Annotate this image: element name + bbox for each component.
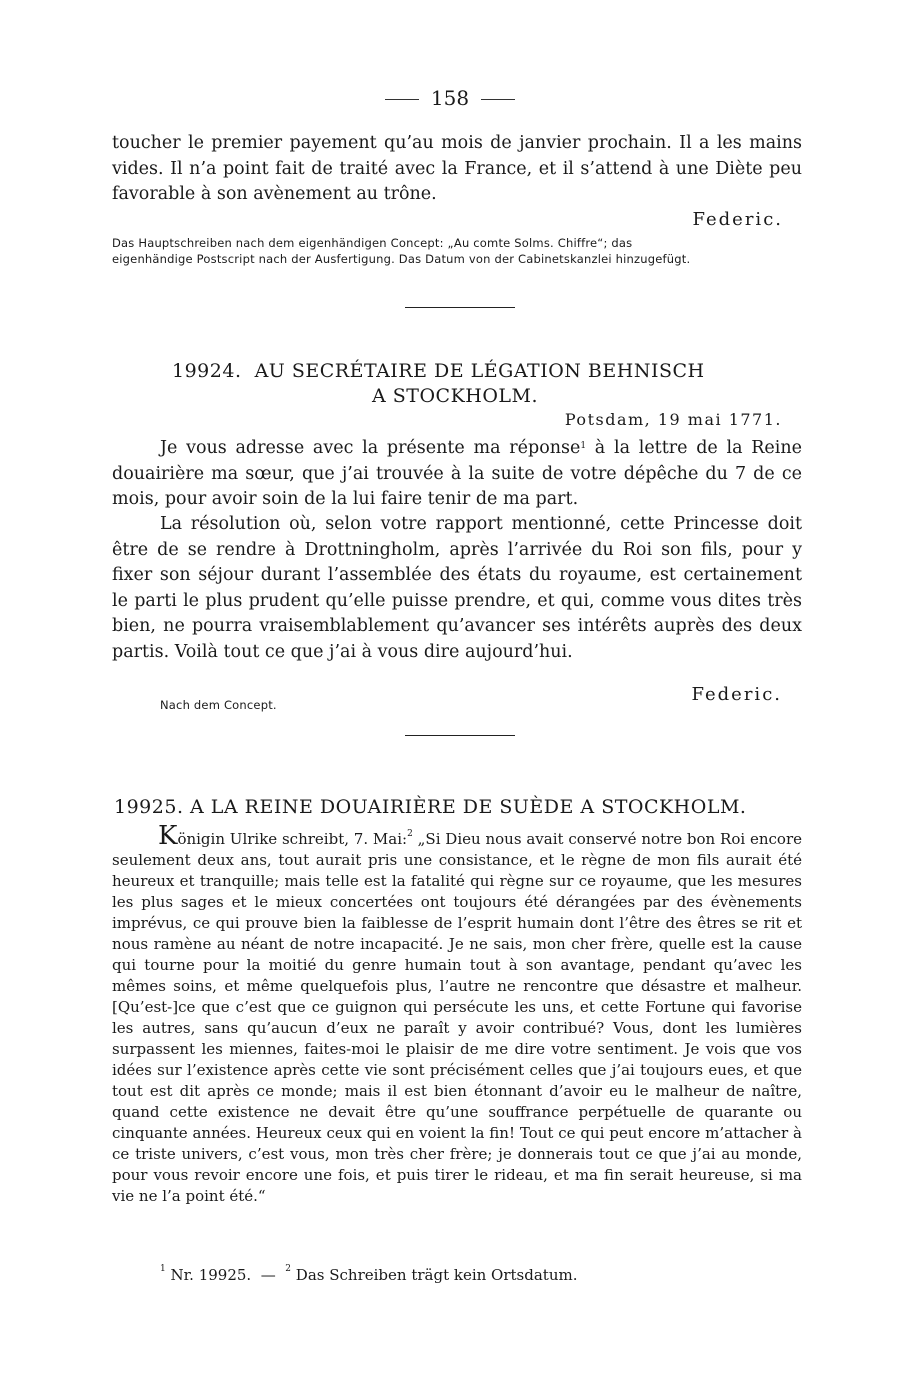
signature-federic-1: Federic. [692, 209, 783, 230]
quoted-letter-body [112, 821, 802, 1207]
letter-number: 19925. [114, 796, 184, 818]
section-divider-1 [405, 307, 515, 308]
letter-heading-19925 [114, 794, 746, 820]
source-note-concept: Nach dem Concept. [160, 698, 277, 712]
source-note-line-2: eigenhändige Postscript nach der Ausfertigung. Das Datum von der Cabinetskanzlei hinzugefügt. [112, 252, 691, 266]
letter-paragraph-1 [112, 436, 802, 513]
letter-number: 19924. [172, 360, 242, 382]
footnote-separator: — [260, 1266, 276, 1284]
letter-paragraph-2: La résolution où, selon votre rapport mentionné, cette Princesse doit être de se rendre à Drottningholm, après l’arrivée du Roi son fils, pour y fixer son séjour durant l’assemblée des états du royaume, est certainement le parti le plus prudent qu’elle puisse prendre, et qui, comme vous dites très bien, ne pourra vraisemblablement qu’avancer ses intérêts auprès des deux partis. Voilà tout ce que j’ai à vous dire aujourd’hui. [112, 514, 802, 662]
footnote-1-text: Nr. 19925. [170, 1266, 252, 1284]
drop-initial: K [158, 821, 178, 851]
footnotes [160, 1266, 577, 1284]
letter-heading-19924 [172, 358, 705, 384]
footnote-2-text: Das Schreiben trägt kein Ortsdatum. [295, 1266, 578, 1284]
letter-title-line-2: A STOCKHOLM. [372, 385, 539, 407]
quoted-letter-text: „Si Dieu nous avait conservé notre bon Roi encore seulement deux ans, tout aurait pris une consistance, et le règne de mon fils aurait été heureux et tranquille; mais telle est la fatalité qui règne sur ce royaume, que les mesures les plus sages et le mieux concertées ont toujours été dérangées par des évènements imprévus, ce qui prouve bien la faiblesse de l’esprit humain dont l’être des êtres se rit et nous ramène au néant de notre incapacité. Je ne sais, mon cher frère, quelle est la cause qui tourne pour la moitié du genre humain tout à son avantage, pendant qu’avec les mêmes soins, et même quelquefois plus, l’autre ne rencontre que désastre et malheur. [Qu’est-]ce que c’est que ce guignon qui persécute les uns, et cette Fortune qui favorise les autres, sans qu’aucun d’eux ne paraît y avoir contribué? Vous, dont les lumières surpassent les miennes, faites-moi le plaisir de me dire votre sentiment. Je vois que vos idées sur l’existence après cette vie sont précisément celles que j’ai toujours eues, et que tout est dit après ce monde; mais il est bien étonnant d’avoir eu le malheur de naître, quand cette existence ne devait être qu’une souffrance perpétuelle de quarante ou cinquante années. Heureux ceux qui en voient la fin! Tout ce qui peut encore m’attacher à ce triste univers, c’est vous, mon très cher frère; je donnerais tout ce que j’ai au monde, pour vous revoir encore une fois, et puis tirer le rideau, et ma fin serait heureuse, si ma vie ne l’a point été.“ [112, 830, 802, 1205]
footnote-ref-2: 2 [407, 829, 413, 839]
section-divider-2 [405, 735, 515, 736]
letter-title: A LA REINE DOUAIRIÈRE DE SUÈDE A STOCKHOLM. [190, 796, 747, 818]
continuation-paragraph: toucher le premier payement qu’au mois de janvier prochain. Il a les mains vides. Il n’a point fait de traité avec la France, et il s’attend à une Diète peu favorable à son avènement au trône. [112, 133, 802, 204]
folio-dash-left [385, 99, 419, 100]
page-number [0, 86, 900, 110]
folio-dash-right [481, 99, 515, 100]
footnote-1-mark: 1 [160, 1264, 166, 1274]
paragraph-1-text-cont: à la lettre de la Reine douairière ma sœur, que j’ai trouvée à la suite de votre dépêche du 7 de ce mois, pour avoir soin de la lui faire tenir de ma part. [112, 438, 802, 509]
paragraph-1-text: Je vous adresse avec la présente ma réponse [160, 438, 581, 458]
footnote-ref-1: 1 [580, 441, 587, 451]
quoted-letter-intro: önigin Ulrike schreibt, 7. Mai: [177, 830, 408, 848]
place-date: Potsdam, 19 mai 1771. [564, 410, 782, 429]
source-note-line-1: Das Hauptschreiben nach dem eigenhändigen Concept: „Au comte Solms. Chiffre“; das [112, 236, 633, 250]
letter-title-line-1: AU SECRÉTAIRE DE LÉGATION BEHNISCH [254, 360, 705, 382]
page-number-text: 158 [430, 86, 470, 110]
footnote-2-mark: 2 [285, 1264, 292, 1274]
signature-federic-2: Federic. [691, 684, 782, 705]
